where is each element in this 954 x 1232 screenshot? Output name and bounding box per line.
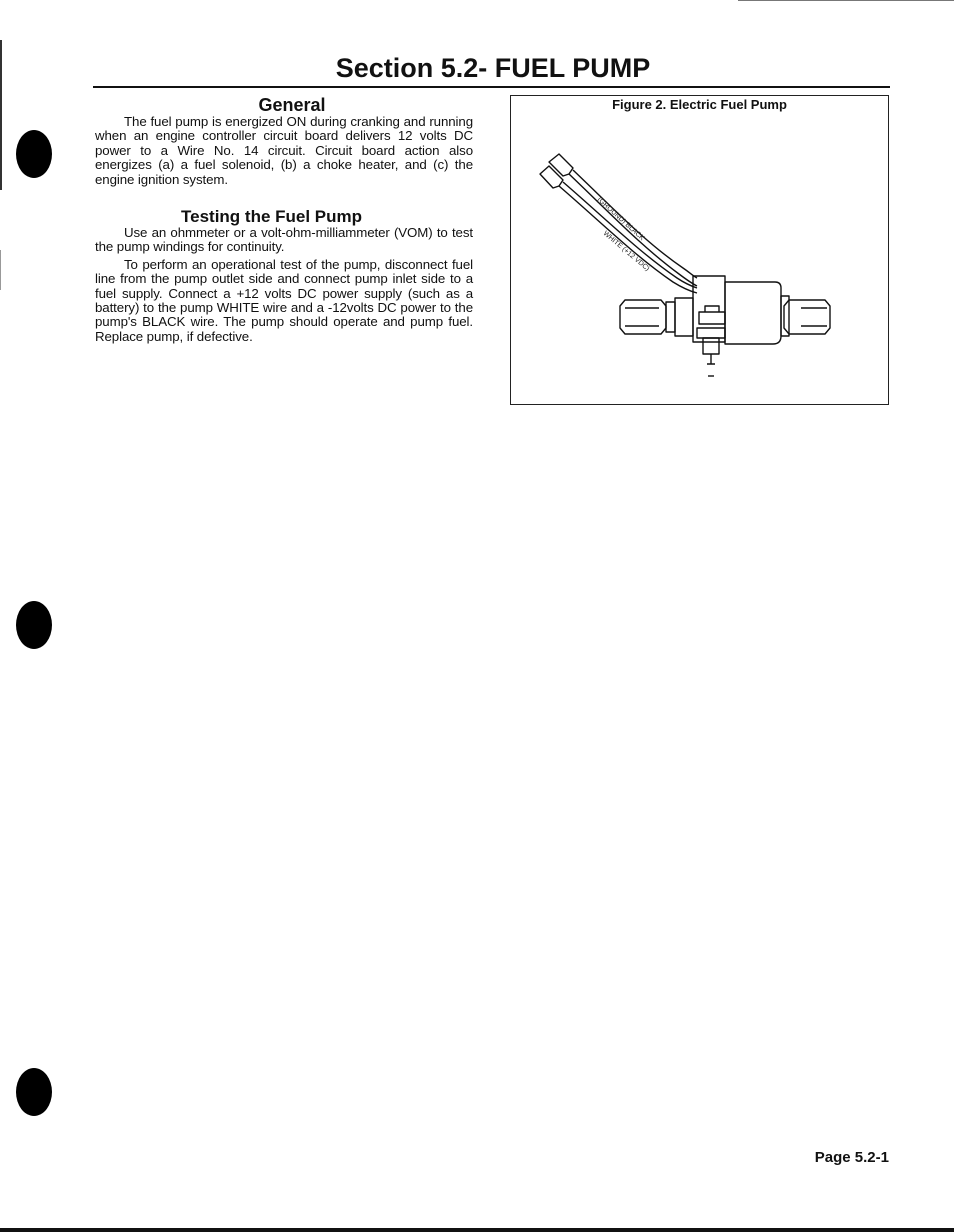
text-column	[95, 95, 473, 344]
outlet-fitting	[784, 300, 830, 334]
inlet-fitting	[620, 300, 666, 334]
black-wire-label: (GROUND) BLACK	[595, 196, 646, 243]
testing-heading: Testing the Fuel Pump	[181, 207, 363, 227]
binder-hole-middle	[16, 601, 52, 649]
general-heading: General	[258, 95, 326, 115]
testing-paragraph-1: Use an ohmmeter or a volt-ohm-milliammeter (VOM) to test the pump windings for continuity.	[95, 225, 473, 255]
title-underline	[93, 86, 890, 88]
ground-stud	[707, 354, 715, 364]
bottom-edge-rule	[0, 1228, 954, 1232]
wire-terminal-black	[549, 154, 573, 176]
figure-electric-fuel-pump	[510, 95, 889, 405]
testing-paragraph-2: To perform an operational test of the pump, disconnect fuel line from the pump outlet side and connect pump inlet side to a fuel supply. Connect a +12 volts DC power supply (such as a battery) to the pump WHITE wire and a -12volts DC power to the pump's BLACK wire. The pump should operate and pump fuel. Replace pump, if defective.	[95, 256, 473, 344]
binder-hole-bottom	[16, 1068, 52, 1116]
pump-solenoid-block	[693, 276, 725, 342]
white-wire-label: WHITE (+12 VDC)	[601, 230, 651, 273]
pump-body	[725, 282, 781, 344]
figure-caption: Figure 2. Electric Fuel Pump	[612, 97, 787, 112]
binder-hole-top	[16, 130, 52, 178]
wire-terminal-white	[540, 166, 563, 188]
fuel-pump-illustration	[511, 96, 888, 404]
left-edge-rule-lower	[0, 250, 1, 290]
general-paragraph: The fuel pump is energized ON during cranking and running when an engine controller circuit board delivers 12 volts DC power to a Wire No. 14 circuit. Circuit board action also energizes (a) a fuel solenoid, (b) a choke heater, and (c) the engine ignition system.	[95, 114, 473, 187]
page-title: Section 5.2- FUEL PUMP	[335, 53, 651, 83]
top-edge-rule	[738, 0, 954, 1]
page-number: Page 5.2-1	[814, 1149, 889, 1166]
left-edge-rule	[0, 40, 2, 190]
